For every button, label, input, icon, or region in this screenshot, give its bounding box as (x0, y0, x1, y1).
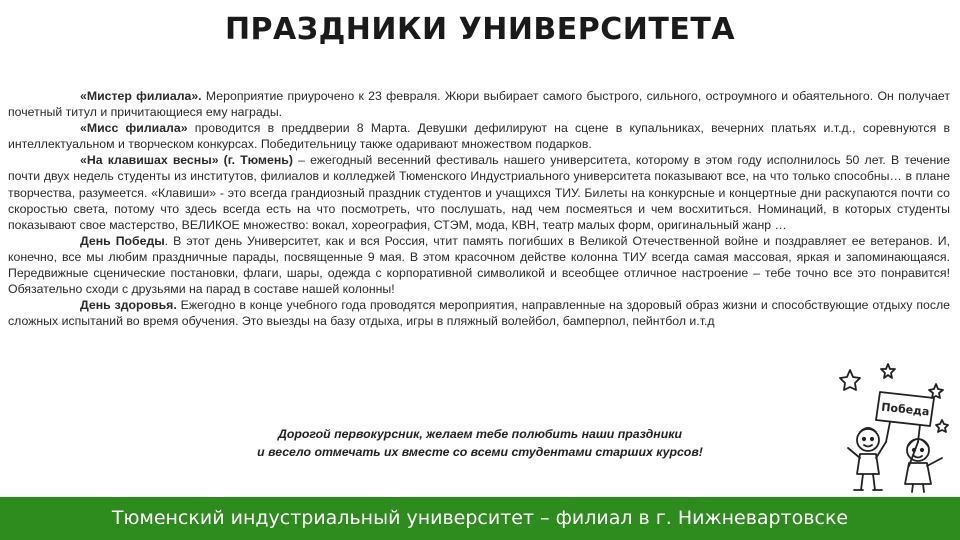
holiday-name: «Мисс филиала» (80, 121, 188, 136)
sign-text: Победа (880, 400, 931, 419)
closing-line: Дорогой первокурсник, желаем тебе полюбить наши праздники (277, 427, 682, 441)
holiday-list (8, 88, 950, 329)
holiday-paragraph-miss (8, 120, 950, 152)
holiday-paragraph-spring-keys (8, 152, 950, 232)
holiday-name: День здоровья. (80, 298, 177, 313)
footer-bar (0, 497, 960, 540)
victory-day-kids-with-sign-icon (838, 362, 956, 494)
holiday-paragraph-health-day (8, 297, 950, 329)
holiday-description: проводится в преддверии 8 Марта. Девушки дефилируют на сцене в купальниках, вечерних платьях и.т.д., соревнуются в интеллектуальном и творческом конкурсах. Победительницу также одаривают множеством подарков. (8, 121, 950, 152)
holiday-name: «Мистер филиала». (80, 89, 202, 103)
holiday-description: Мероприятие приурочено к 23 февраля. Жюри выбирает самого быстрого, сильного, остроумного и обаятельного. Он получает почетный титул и причитающиеся ему награды. (8, 89, 950, 120)
holiday-paragraph-victory-day (8, 233, 950, 297)
footer-text: Тюменский индустриальный университет – филиал в г. Нижневартовске (111, 507, 849, 529)
page-title: ПРАЗДНИКИ УНИВЕРСИТЕТА (224, 12, 736, 47)
holiday-description: – ежегодный весенний фестиваль нашего университета, которому в этом году исполнилось 50 лет. В течение почти двух недель студенты из институтов, филиалов и колледжей Тюменского Индустриального университета показывают все, на что только способны… в плане творчества, разумеется. «Клавиши» - это всегда грандиозный праздник студентов и учащихся ТИУ. Билеты на конкурсные и концертные дни раскупаются почти со скоростью света, потому что здесь всегда есть на что посмотреть, что послушать, над чем посмеяться и чем восхититься. Номинаций, в которых студенты показывают свое мастерство, ВЕЛИКОЕ множество: вокал, хореография, СТЭМ, мода, КВН, театр малых форм, оригинальный жанр … (8, 153, 950, 232)
holiday-description: Ежегодно в конце учебного года проводятся мероприятия, направленные на здоровый образ жизни и способствующие отдыху после сложных испытаний во время обучения. Это выезды на базу отдыха, игры в пляжный волейбол, бамперпол, пейнтбол и.т.д (8, 298, 950, 329)
holiday-name: День Победы (80, 233, 165, 248)
holiday-name: «На клавишах весны» (г. Тюмень) (80, 153, 293, 168)
holiday-description: . В этот день Университет, как и вся Россия, чтит память погибших в Великой Отечественной войне и поздравляет ее ветеранов. И, конечно, все мы любим праздничные парады, посвященные 9 мая. В этом красочном действе колонна ТИУ всегда самая массовая, яркая и запоминающаяся. Передвижные сценические постановки, флаги, шары, одежда с корпоративной символикой и всеобщее отличное настроение – тебе точно все это понравится! Обязательно сходи с друзьями на парад в составе нашей колонны! (8, 233, 950, 297)
holiday-paragraph-mister (8, 88, 950, 120)
closing-line: и весело отмечать их вместе со всеми студентами старших курсов! (257, 445, 703, 459)
closing-message (180, 425, 780, 461)
